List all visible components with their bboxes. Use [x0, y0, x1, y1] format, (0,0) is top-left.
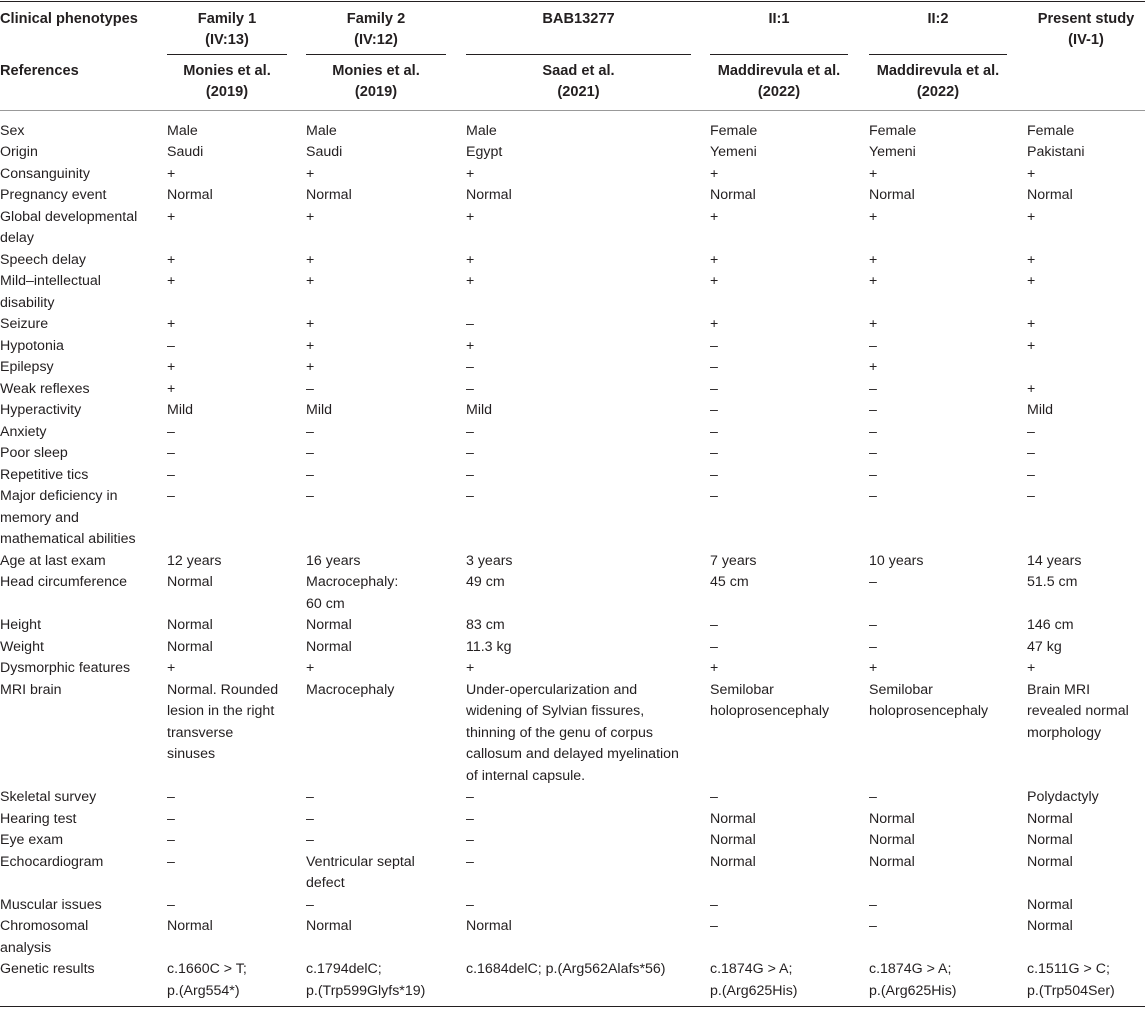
table-cell: –	[167, 853, 175, 870]
table-cell: +	[167, 251, 176, 268]
table-cell: Normal	[869, 187, 915, 203]
row-label: Hearing test	[0, 810, 77, 827]
table-cell: +	[1027, 208, 1036, 225]
table-cell: Female	[1027, 122, 1075, 139]
table-cell: +	[306, 316, 315, 332]
table-cell: c.1511G > C; p.(Trp504Ser)	[1027, 961, 1115, 999]
table-cell: 10 years	[869, 552, 924, 569]
table-cell: 11.3 kg	[466, 638, 512, 655]
table-cell: –	[869, 789, 877, 805]
header-reference-3: Saad et al. (2021)	[542, 63, 615, 100]
table-cell: –	[466, 466, 474, 483]
table-cell: +	[1027, 165, 1036, 182]
table-cell: Male	[466, 122, 497, 139]
header-spanner-rule-2	[306, 54, 446, 55]
table-cell: Saudi	[306, 144, 343, 160]
table-cell: –	[466, 488, 474, 504]
header-references: References	[0, 63, 79, 79]
table-cell: Normal	[306, 918, 352, 934]
table-cell: –	[869, 918, 877, 934]
table-cell: –	[167, 810, 175, 827]
table-cell: Normal	[1027, 832, 1073, 848]
table-cell: –	[1027, 423, 1035, 440]
table-cell: Normal	[710, 810, 756, 827]
table-cell: 45 cm	[710, 574, 749, 590]
table-cell: –	[306, 832, 314, 848]
table-top-rule	[0, 1, 1145, 2]
table-cell: Normal. Rounded lesion in the right transverse sinuses	[167, 681, 279, 762]
table-cell: 3 years	[466, 552, 513, 569]
table-cell: –	[466, 896, 474, 913]
row-label: Origin	[0, 144, 38, 160]
table-cell: c.1660C > T; p.(Arg554*)	[167, 961, 247, 999]
table-cell: –	[1027, 445, 1035, 461]
table-cell: –	[869, 445, 877, 461]
table-cell: –	[306, 810, 314, 827]
table-cell: –	[466, 359, 474, 375]
header-reference-4: Maddirevula et al. (2022)	[717, 63, 841, 100]
table-cell: –	[466, 853, 474, 870]
row-label: Weight	[0, 638, 44, 655]
table-cell: –	[466, 832, 474, 848]
table-cell: c.1684delC; p.(Arg562Alafs*56)	[466, 961, 666, 977]
table-cell: –	[167, 896, 175, 913]
table-cell: 7 years	[710, 552, 757, 569]
table-cell: –	[167, 466, 175, 483]
header-col-1: Family 1 (IV:13)	[197, 11, 257, 48]
table-cell: +	[869, 273, 878, 289]
table-cell: c.1794delC; p.(Trp599Glyfs*19)	[306, 961, 426, 999]
header-col-4: II:1	[768, 11, 790, 27]
header-spanner-rule-5	[869, 54, 1007, 55]
table-cell: +	[869, 251, 878, 268]
header-reference-5: Maddirevula et al. (2022)	[876, 63, 1000, 100]
row-label: Major deficiency in memory and mathematical abilities	[0, 488, 136, 547]
table-cell: +	[869, 359, 878, 375]
table-cell: +	[1027, 337, 1036, 354]
table-cell: –	[306, 896, 314, 913]
table-cell: +	[1027, 273, 1036, 289]
table-cell: –	[1027, 466, 1035, 483]
row-label: Hyperactivity	[0, 402, 82, 418]
table-cell: Saudi	[167, 144, 204, 160]
table-cell: +	[167, 316, 176, 332]
table-cell: +	[869, 660, 878, 676]
table-cell: +	[167, 380, 176, 397]
row-label: Epilepsy	[0, 359, 54, 375]
table-cell: –	[710, 896, 718, 913]
table-cell: +	[306, 660, 315, 676]
table-cell: +	[1027, 316, 1036, 332]
row-label: Height	[0, 617, 42, 633]
header-col-2: Family 2 (IV:12)	[346, 11, 406, 48]
table-cell: Mild	[306, 402, 333, 418]
table-cell: –	[869, 617, 877, 633]
table-cell: Male	[306, 122, 337, 139]
table-cell: Polydactyly	[1027, 789, 1099, 805]
table-cell: Semilobar holoprosencephaly	[869, 681, 989, 719]
table-cell: Female	[710, 122, 758, 139]
table-cell: 51.5 cm	[1027, 574, 1078, 590]
table-cell: Normal	[1027, 810, 1073, 827]
table-cell: +	[167, 660, 176, 676]
table-cell: –	[710, 402, 718, 418]
row-label: Sex	[0, 122, 25, 139]
table-cell: Normal	[306, 187, 352, 203]
row-label: Seizure	[0, 316, 49, 332]
table-cell: +	[306, 165, 315, 182]
table-cell: +	[306, 359, 315, 375]
table-cell: +	[869, 208, 878, 225]
header-col-6: Present study (IV-1)	[1037, 11, 1135, 48]
row-label: Age at last exam	[0, 552, 106, 569]
table-cell: –	[710, 638, 718, 655]
table-cell: –	[869, 638, 877, 655]
table-cell: –	[466, 380, 474, 397]
table-cell: –	[710, 337, 718, 354]
table-cell: –	[1027, 488, 1035, 504]
table-cell: +	[1027, 660, 1036, 676]
table-cell: +	[869, 316, 878, 332]
table-cell: Semilobar holoprosencephaly	[710, 681, 830, 719]
table-cell: +	[710, 251, 719, 268]
table-cell: –	[710, 380, 718, 397]
table-cell: –	[710, 789, 718, 805]
table-cell: Normal	[167, 638, 213, 655]
row-label: Pregnancy event	[0, 187, 107, 203]
header-reference-1: Monies et al. (2019)	[183, 63, 271, 100]
table-cell: Normal	[466, 187, 512, 203]
table-cell: –	[710, 466, 718, 483]
row-label: Consanguinity	[0, 165, 90, 182]
table-cell: –	[710, 918, 718, 934]
table-cell: c.1874G > A; p.(Arg625His)	[869, 961, 957, 999]
table-cell: Normal	[869, 832, 915, 848]
table-cell: Under-opercularization and widening of Sylvian fissures, thinning of the genu of corpus callosum and delayed myelination of internal capsule.	[466, 681, 679, 784]
table-cell: +	[306, 208, 315, 225]
header-reference-2: Monies et al. (2019)	[332, 63, 420, 100]
row-label: Poor sleep	[0, 445, 68, 461]
row-label: MRI brain	[0, 681, 62, 698]
table-cell: 16 years	[306, 552, 361, 569]
table-cell: +	[306, 251, 315, 268]
table-cell: –	[306, 445, 314, 461]
table-cell: 47 kg	[1027, 638, 1062, 655]
table-cell: Normal	[306, 617, 352, 633]
row-label: Chromosomal analysis	[0, 918, 89, 956]
header-spanner-rule-4	[710, 54, 848, 55]
table-cell: 49 cm	[466, 574, 505, 590]
table-cell: –	[710, 488, 718, 504]
header-bottom-rule	[0, 110, 1145, 111]
table-cell: +	[306, 337, 315, 354]
row-label: Skeletal survey	[0, 789, 97, 805]
table-cell: Normal	[1027, 187, 1073, 203]
table-cell: –	[306, 466, 314, 483]
header-clinical-phenotypes: Clinical phenotypes	[0, 11, 138, 27]
header-spanner-rule-3	[466, 54, 691, 55]
table-cell: Brain MRI revealed normal morphology	[1027, 681, 1129, 741]
table-cell: +	[869, 165, 878, 182]
table-cell: –	[167, 445, 175, 461]
table-cell: –	[306, 789, 314, 805]
table-cell: Normal	[1027, 896, 1073, 913]
table-cell: –	[869, 380, 877, 397]
table-cell: –	[306, 380, 314, 397]
table-cell: –	[869, 337, 877, 354]
table-cell: Macrocephaly: 60 cm	[306, 574, 399, 612]
row-label: Echocardiogram	[0, 853, 104, 870]
table-cell: Normal	[167, 574, 213, 590]
table-cell: Ventricular septal defect	[306, 853, 415, 891]
table-cell: 83 cm	[466, 617, 505, 633]
table-cell: –	[710, 617, 718, 633]
row-label: Dysmorphic features	[0, 660, 131, 676]
table-cell: Normal	[466, 918, 512, 934]
row-label: Genetic results	[0, 961, 95, 977]
table-cell: –	[710, 423, 718, 440]
table-cell: Normal	[869, 853, 915, 870]
table-cell: +	[306, 273, 315, 289]
table-cell: 14 years	[1027, 552, 1082, 569]
table-cell: +	[710, 165, 719, 182]
table-cell: +	[466, 337, 475, 354]
table-cell: –	[869, 402, 877, 418]
table-cell: Mild	[466, 402, 493, 418]
table-cell: –	[710, 359, 718, 375]
table-cell: –	[306, 423, 314, 440]
row-label: Anxiety	[0, 423, 47, 440]
table-cell: –	[466, 810, 474, 827]
table-cell: –	[167, 789, 175, 805]
table-cell: +	[167, 165, 176, 182]
table-cell: +	[710, 273, 719, 289]
row-label: Eye exam	[0, 832, 64, 848]
table-cell: +	[167, 273, 176, 289]
table-cell: Normal	[167, 617, 213, 633]
table-cell: –	[466, 316, 474, 332]
table-cell: Normal	[710, 187, 756, 203]
row-label: Speech delay	[0, 251, 86, 268]
table-cell: Egypt	[466, 144, 503, 160]
table-cell: –	[466, 445, 474, 461]
table-cell: +	[710, 660, 719, 676]
table-cell: Normal	[167, 187, 213, 203]
table-cell: –	[466, 423, 474, 440]
table-cell: Normal	[167, 918, 213, 934]
table-bottom-rule	[0, 1006, 1145, 1007]
table-cell: Normal	[306, 638, 352, 655]
row-label: Repetitive tics	[0, 466, 89, 483]
table-cell: +	[466, 660, 475, 676]
row-label: Weak reflexes	[0, 380, 90, 397]
header-spanner-rule-1	[167, 54, 287, 55]
table-cell: +	[466, 208, 475, 225]
table-cell: –	[167, 337, 175, 354]
table-cell: +	[1027, 251, 1036, 268]
table-cell: –	[167, 488, 175, 504]
row-label: Global developmental delay	[0, 208, 138, 246]
table-cell: +	[710, 316, 719, 332]
table-cell: 12 years	[167, 552, 222, 569]
table-cell: Pakistani	[1027, 144, 1085, 160]
table-cell: –	[869, 574, 877, 590]
table-cell: Normal	[710, 832, 756, 848]
header-col-3: BAB13277	[542, 11, 615, 27]
table-cell: Female	[869, 122, 917, 139]
table-cell: –	[869, 466, 877, 483]
table-cell: c.1874G > A; p.(Arg625His)	[710, 961, 798, 999]
table-cell: Mild	[167, 402, 194, 418]
row-label: Mild–intellectual disability	[0, 273, 101, 311]
table-cell: Male	[167, 122, 198, 139]
table-cell: +	[466, 273, 475, 289]
table-cell: –	[869, 423, 877, 440]
table-cell: +	[466, 165, 475, 182]
table-cell: –	[710, 445, 718, 461]
table-cell: Normal	[710, 853, 756, 870]
table-cell: Mild	[1027, 402, 1054, 418]
table-cell: +	[466, 251, 475, 268]
table-cell: –	[306, 488, 314, 504]
row-label: Head circumference	[0, 574, 127, 590]
table-cell: Normal	[1027, 918, 1073, 934]
table-cell: Yemeni	[869, 144, 916, 160]
table-cell: Macrocephaly	[306, 681, 395, 698]
table-cell: –	[466, 789, 474, 805]
table-cell: +	[710, 208, 719, 225]
table-cell: –	[869, 488, 877, 504]
table-cell: Yemeni	[710, 144, 757, 160]
table-cell: +	[167, 359, 176, 375]
header-col-5: II:2	[927, 11, 949, 27]
table-cell: 146 cm	[1027, 617, 1074, 633]
table-cell: –	[167, 423, 175, 440]
row-label: Hypotonia	[0, 337, 64, 354]
table-cell: +	[1027, 380, 1036, 397]
table-cell: –	[869, 896, 877, 913]
table-cell: Normal	[1027, 853, 1073, 870]
table-cell: Normal	[869, 810, 915, 827]
table-cell: +	[167, 208, 176, 225]
row-label: Muscular issues	[0, 896, 102, 913]
table-cell: –	[167, 832, 175, 848]
